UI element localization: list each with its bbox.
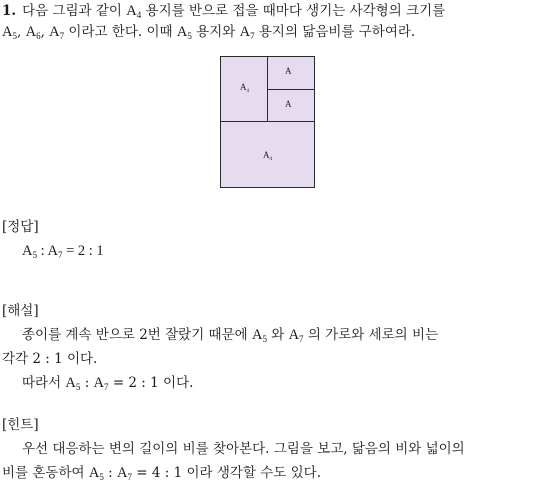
question-text-2b: 용지와 [191, 24, 240, 40]
question-text-1b: 용지를 반으로 접을 때마다 생기는 사각형의 크기를 [141, 3, 446, 19]
question-text-1a: 다음 그림과 같이 [22, 3, 127, 19]
paper-a4: $A_4$ [126, 3, 142, 20]
figure-label-top-left: $A_4$ [240, 82, 249, 94]
explanation-heading: [해설] [2, 303, 39, 319]
answer-ratio: $A_5$ : $A_7 = 2$ : 1 [22, 243, 104, 260]
explanation-line-1: 종이를 계속 반으로 2번 잘랐기 때문에 $A_5$ 와 $A_7$ 의 가로와 세로의 비는 [22, 327, 439, 344]
question-line-2: $A_5$, $A_6$, $A_7$ 이라고 한다. 이때 $A_5$ 용지와 $A_7$ 용지의 닮음비를 구하여라. [2, 24, 416, 41]
fold-line-horizontal [221, 121, 314, 122]
question-text-2c: 용지의 닮음비를 구하여라. [254, 24, 416, 40]
hint-heading: [힌트] [2, 417, 39, 433]
question-line-1 [2, 2, 445, 20]
paper-a7: $A_7$ [49, 24, 65, 41]
question-text-2a: 이라고 한다. 이때 [64, 24, 177, 40]
explanation-line-3: 따라서 $A_5$ : $A_7 = 2$ : 1 이다. [22, 375, 194, 392]
answer-heading: [정답] [2, 219, 39, 235]
hint-line-1: 우선 대응하는 변의 길이의 비를 찾아본다. 그림을 보고, 닮음의 비와 넓이의 [22, 441, 465, 457]
figure-label-bottom: $A_4$ [263, 150, 272, 162]
figure-label-top-right-bottom: A [285, 99, 292, 109]
hint-line-2: 비를 혼동하여 $A_5$ : $A_7 = 4$ : 1 이라 생각할 수도 있다. [2, 465, 321, 482]
figure-label-top-right-top: A [285, 66, 292, 76]
paper-a6: $A_6$ [25, 24, 41, 41]
fold-line-small [267, 89, 314, 90]
paper-fold-figure [220, 56, 315, 188]
question-number: 1. [2, 3, 17, 19]
paper-a5: $A_5$ [2, 24, 17, 41]
explanation-line-2: 각각 2 : 1 이다. [2, 351, 98, 367]
